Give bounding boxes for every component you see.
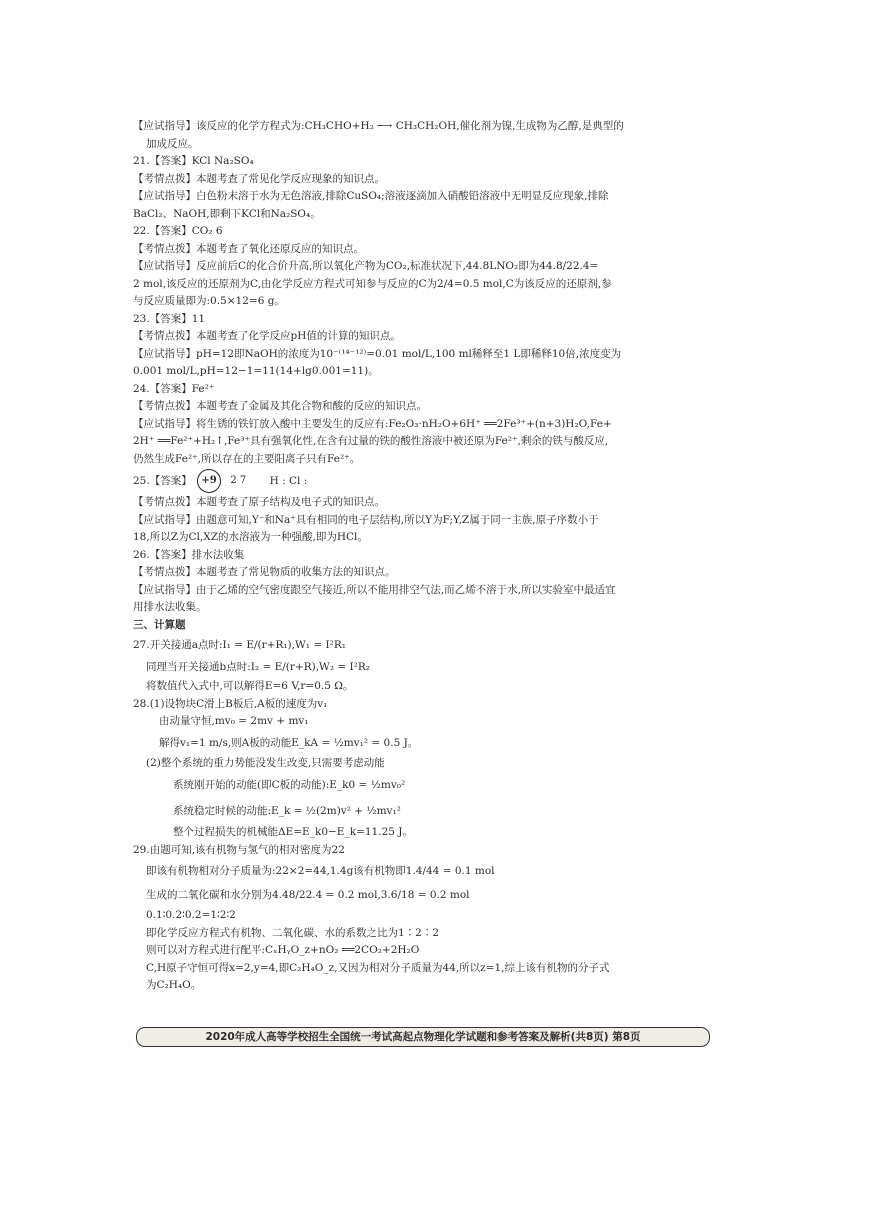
- text-line: 【应试指导】pH=12即NaOH的浓度为10⁻⁽¹⁴⁻¹²⁾=0.01 mol/L,100 ml稀释至1 L即稀释10倍,浓度变为: [133, 347, 622, 360]
- atom-nucleus-diagram: +9: [197, 469, 221, 493]
- calc-line: 28.(1)设物块C滑上B板后,A板的速度为v₁: [133, 697, 328, 710]
- calc-line: 同理当开关接通b点时:I₂ = E/(r+R),W₂ = I²R₂: [146, 661, 370, 673]
- text-line: 2H⁺ ══Fe²⁺+H₂↑,Fe³⁺具有强氧化性,在含有过量的铁的酸性溶液中被还原为Fe²⁺,剩余的铁与酸反应,: [133, 435, 609, 447]
- text-line: 【考情点拨】本题考查了化学反应pH值的计算的知识点。: [133, 330, 401, 342]
- text-line: 【应试指导】由于乙烯的空气密度跟空气接近,所以不能用排空气法,而乙烯不溶于水,所以实验室中最适宜: [133, 583, 616, 596]
- section-heading: 三、计算题: [133, 618, 186, 631]
- calc-line: 即化学反应方程式有机物、二氧化碳、水的系数之比为1∶2∶2: [146, 926, 440, 939]
- answer-23: 23.【答案】11: [133, 312, 206, 325]
- calc-line: 整个过程损失的机械能ΔE=E_k0−E_k=11.25 J。: [173, 826, 413, 838]
- calc-line: 为C₂H₄O。: [146, 979, 202, 991]
- text-line: 【应试指导】该反应的化学方程式为:CH₃CHO+H₂ ─→ CH₃CH₂OH,催化剂为镍,生成物为乙醇,是典型的: [133, 120, 624, 132]
- text-line: 【考情点拨】本题考查了常见物质的收集方法的知识点。: [133, 566, 396, 578]
- answer-25: [133, 468, 713, 494]
- electron-shells: 2 7: [230, 475, 247, 486]
- text-line: BaCl₂、NaOH,即剩下KCl和Na₂SO₄。: [133, 207, 321, 220]
- calc-line: 29.由题可知,该有机物与氢气的相对密度为22: [133, 843, 345, 856]
- text-line: 【考情点拨】本题考查了氧化还原反应的知识点。: [133, 242, 364, 255]
- footer-text: 2020年成人高等学校招生全国统一考试高起点物理化学试题和参考答案及解析(共8页) 第8页: [205, 1031, 641, 1043]
- calc-line: 将数值代入式中,可以解得E=6 V,r=0.5 Ω。: [146, 680, 354, 692]
- text-line: 18,所以Z为Cl,XZ的水溶液为一种强酸,即为HCl。: [133, 531, 368, 543]
- text-line: 0.001 mol/L,pH=12−1=11(14+lg0.001=11)。: [133, 365, 379, 377]
- text-line: 加成反应。: [146, 137, 199, 150]
- calc-line: 系统刚开始的动能(即C板的动能):E_k0 = ½mv₀²: [173, 779, 406, 791]
- answer-25-prefix: 25.【答案】: [133, 475, 192, 487]
- text-line: 【应试指导】白色粉末溶于水为无色溶液,排除CuSO₄;溶液逐滴加入硝酸铅溶液中无明显反应现象,排除: [133, 190, 609, 202]
- calc-line: 即该有机物相对分子质量为:22×2=44,1.4g该有机物即1.4/44 = 0.1 mol: [146, 865, 495, 877]
- text-line: 仍然生成Fe²⁺,所以存在的主要阳离子只有Fe²⁺。: [133, 452, 361, 465]
- document-body: [133, 118, 713, 995]
- text-line: 【考情点拨】本题考查了常见化学反应现象的知识点。: [133, 172, 385, 185]
- page-footer: [136, 1027, 710, 1047]
- calc-line: 27.开关接通a点时:I₁ = E/(r+R₁),W₁ = I²R₁: [133, 639, 346, 651]
- answer-24: 24.【答案】Fe²⁺: [133, 382, 215, 395]
- text-line: 【考情点拨】本题考查了原子结构及电子式的知识点。: [133, 496, 385, 508]
- text-line: 2 mol,该反应的还原剂为C,由化学反应方程式可知参与反应的C为2/4=0.5 mol,C为该反应的还原剂,参: [133, 277, 612, 290]
- electron-formula: H : Cl :: [269, 475, 308, 487]
- calc-line: 系统稳定时候的动能:E_k = ½(2m)v² + ½mv₁²: [173, 805, 401, 817]
- answer-26: 26.【答案】排水法收集: [133, 548, 245, 561]
- text-line: 【应试指导】反应前后C的化合价升高,所以氧化产物为CO₂,标准状况下,44.8LNO₂即为44.8/22.4=: [133, 260, 599, 272]
- calc-line: C,H原子守恒可得x=2,y=4,即C₂H₄O_z,又因为相对分子质量为44,所以z=1,综上该有机物的分子式: [146, 961, 610, 974]
- calc-line: (2)整个系统的重力势能没发生改变,只需要考虑动能: [146, 756, 385, 769]
- calc-line: 则可以对方程式进行配平:CₓHᵧO_z+nO₂ ══2CO₂+2H₂O: [146, 944, 420, 956]
- text-line: 【应试指导】由题意可知,Y⁻和Na⁺具有相同的电子层结构,所以Y为F;Y,Z属于同一主族,原子序数小于: [133, 513, 599, 526]
- answer-21: 21.【答案】KCl Na₂SO₄: [133, 155, 254, 167]
- calc-line: 由动量守恒,mv₀ = 2mv + mv₁: [159, 715, 309, 727]
- calc-line: 生成的二氧化碳和水分别为4.48/22.4 = 0.2 mol,3.6/18 = 0.2 mol: [146, 889, 470, 901]
- answer-22: 22.【答案】CO₂ 6: [133, 225, 223, 237]
- text-line: 【应试指导】将生锈的铁钉放入酸中主要发生的反应有:Fe₂O₃·nH₂O+6H⁺ ══2Fe³⁺+(n+3)H₂O,Fe+: [133, 417, 612, 430]
- text-line: 与反应质量即为:0.5×12=6 g。: [133, 295, 285, 307]
- text-line: 用排水法收集。: [133, 601, 207, 613]
- calc-line: 解得v₁=1 m/s,则A板的动能E_kA = ½mv₁² = 0.5 J。: [159, 736, 419, 749]
- text-line: 【考情点拨】本题考查了金属及其化合物和酸的反应的知识点。: [133, 400, 427, 412]
- calc-line: 0.1∶0.2∶0.2=1∶2∶2: [146, 909, 236, 921]
